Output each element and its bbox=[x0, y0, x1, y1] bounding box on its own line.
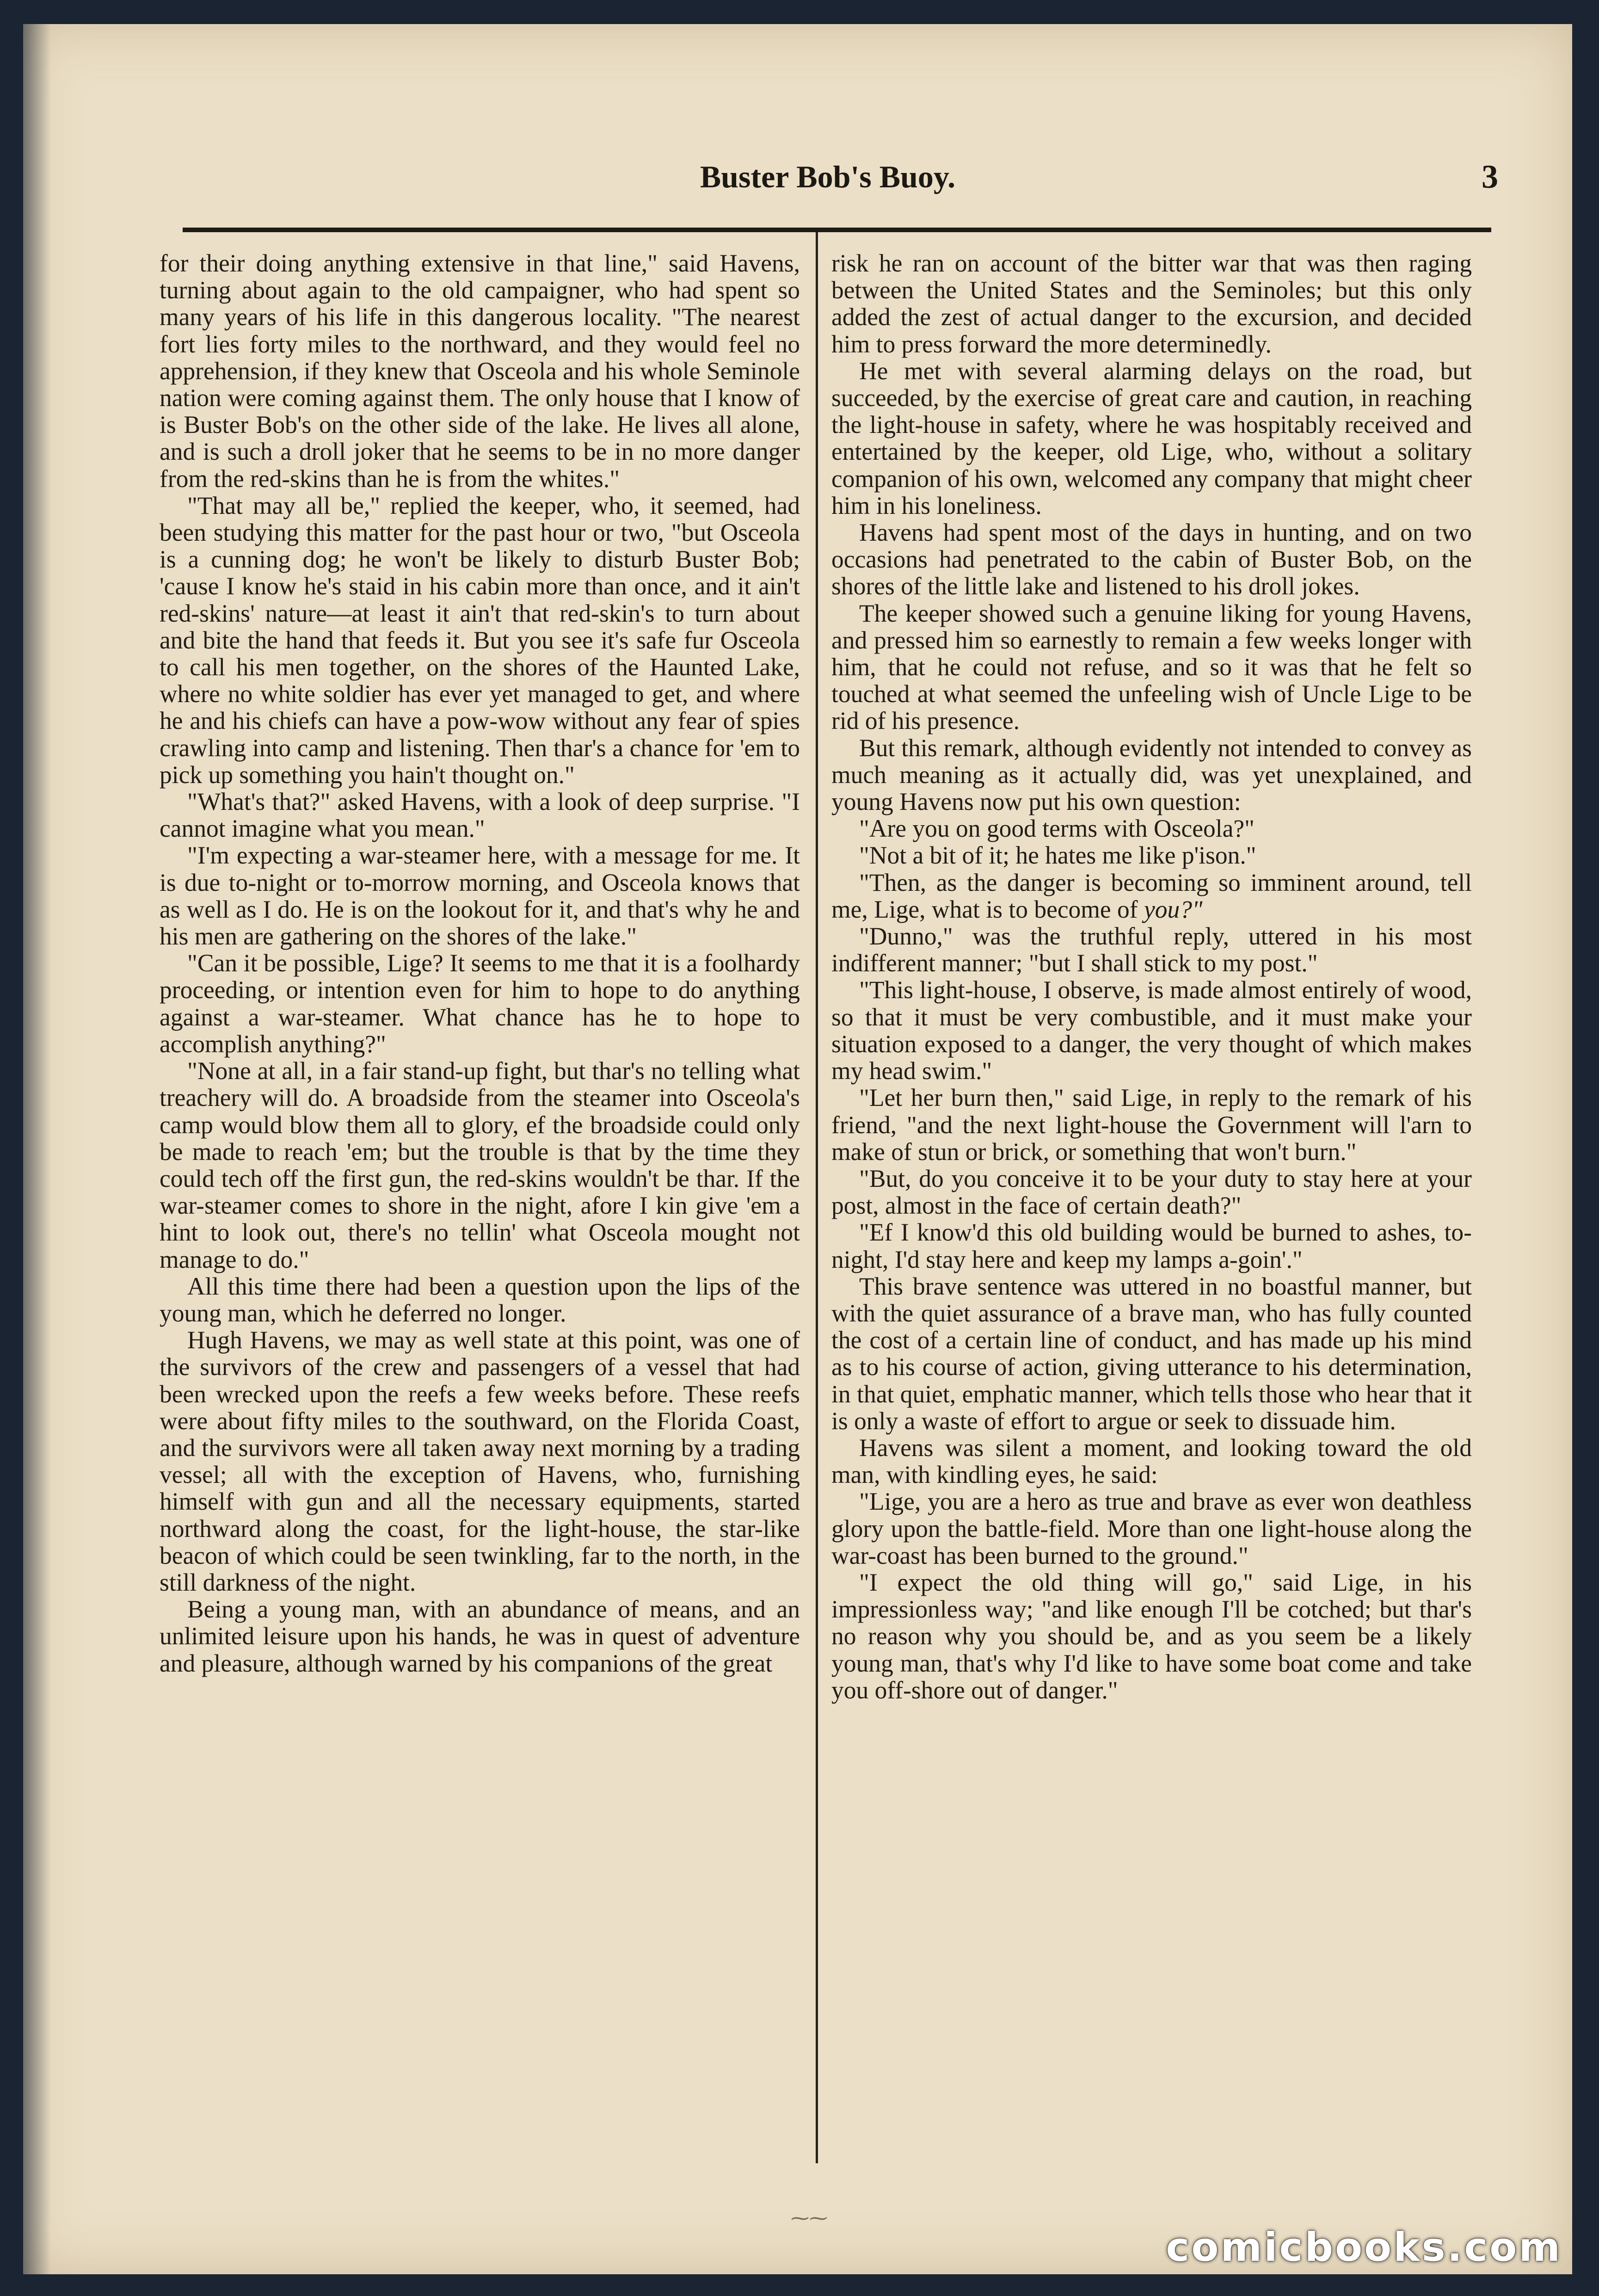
paragraph-text: "This light-house, I observe, is made almost entirely of wood, so that it must be very combustible, and it must make your situation exposed to a danger, the very thought of which makes my head swim." bbox=[831, 976, 1472, 1085]
magazine-page bbox=[23, 24, 1572, 2274]
paragraph bbox=[831, 1219, 1472, 1272]
paragraph-text: "Let her burn then," said Lige, in reply to the remark of his friend, "and the next light-house the Government will l'arn to make of stun or brick, or something that won't burn." bbox=[831, 1084, 1472, 1166]
header-rule bbox=[183, 228, 1491, 232]
paragraph bbox=[831, 358, 1472, 519]
paragraph bbox=[160, 842, 800, 950]
paragraph-text: "What's that?" asked Havens, with a look of deep surprise. "I cannot imagine what you mean." bbox=[160, 788, 800, 843]
paragraph bbox=[160, 250, 800, 492]
paragraph-text: "Not a bit of it; he hates me like p'ison." bbox=[859, 841, 1256, 870]
column-divider bbox=[816, 232, 818, 2163]
paragraph bbox=[160, 492, 800, 788]
paragraph-text: Havens was silent a moment, and looking toward the old man, with kindling eyes, he said: bbox=[831, 1433, 1472, 1489]
paragraph bbox=[160, 788, 800, 842]
paragraph bbox=[831, 869, 1472, 923]
paragraph-text: This brave sentence was uttered in no boastful manner, but with the quiet assurance of a brave man, who has fully counted the cost of a certain line of conduct, and has made up his mind as to his course of action, giving utterance to his determination, in that quiet, emphatic manner, which tells those who hear that it is only a waste of effort to argue or seek to dissuade him. bbox=[831, 1272, 1472, 1435]
paragraph-text: "Then, as the danger is becoming so imminent around, tell me, Lige, what is to become of bbox=[831, 868, 1472, 923]
running-title: Buster Bob's Buoy. bbox=[700, 159, 956, 194]
paragraph-text: "None at all, in a fair stand-up fight, but thar's no telling what treachery will do. A broadside from the steamer into Osceola's camp would blow them all to glory, ef the broadside could only be made to reach 'em; but the trouble is that by the time they could tech off the first gun, the red-skins wouldn't be thar. If the war-steamer comes to shore in the night, afore I kin give 'em a hint to look out, there's no tellin' what Osceola mought not manage to do." bbox=[160, 1057, 800, 1273]
paragraph bbox=[831, 734, 1472, 815]
paragraph-text: Being a young man, with an abundance of means, and an unlimited leisure upon his hands, he was in quest of adventure and pleasure, although warned by his companions of the great bbox=[160, 1595, 800, 1677]
paragraph-text: "But, do you conceive it to be your duty to stay here at your post, almost in the face of certain death?" bbox=[831, 1164, 1472, 1220]
paragraph bbox=[831, 519, 1472, 600]
paragraph-text: "Are you on good terms with Osceola?" bbox=[859, 815, 1255, 843]
footer-ornament: ⁓⁓ bbox=[791, 2208, 828, 2228]
paragraph-text: The keeper showed such a genuine liking for young Havens, and pressed him so earnestly to remain a few weeks longer with him, that he could not refuse, and so it was that he felt so touched at what seemed the unfeeling wish of Uncle Lige to be rid of his presence. bbox=[831, 599, 1472, 735]
paragraph-text: "Can it be possible, Lige? It seems to me that it is a foolhardy proceeding, or intention even for him to hope to do anything against a war-steamer. What chance has he to hope to accomplish anything?" bbox=[160, 949, 800, 1058]
paragraph bbox=[160, 1327, 800, 1596]
paragraph-text: "Dunno," was the truthful reply, uttered in his most indifferent manner; "but I shall stick to my post." bbox=[831, 922, 1472, 977]
paragraph-text: All this time there had been a question upon the lips of the young man, which he deferred no longer. bbox=[160, 1272, 800, 1327]
page-number: 3 bbox=[1482, 158, 1498, 195]
paragraph bbox=[160, 950, 800, 1057]
paragraph bbox=[831, 250, 1472, 358]
watermark: comicbooks.com bbox=[1166, 2224, 1562, 2271]
running-header bbox=[157, 149, 1498, 204]
paragraph-text: "I'm expecting a war-steamer here, with a message for me. It is due to-night or to-morrow morning, and Osceola knows that as well as I do. He is on the lookout for it, and that's why he and his men are gathering on the shores of the lake." bbox=[160, 841, 800, 950]
paragraph bbox=[831, 923, 1472, 976]
paragraph bbox=[831, 600, 1472, 734]
paragraph bbox=[831, 976, 1472, 1084]
paragraph-text: "Ef I know'd this old building would be burned to ashes, to-night, I'd stay here and keep my lamps a-goin'." bbox=[831, 1218, 1472, 1273]
paragraph bbox=[831, 1165, 1472, 1219]
paragraph-italic: you?" bbox=[1144, 895, 1203, 923]
paragraph bbox=[160, 1596, 800, 1677]
paragraph-text: He met with several alarming delays on the road, but succeeded, by the exercise of great care and caution, in reaching the light-house in safety, where he was hospitably received and entertained by the keeper, old Lige, who, without a solitary companion of his own, welcomed any company that might cheer him in his loneliness. bbox=[831, 357, 1472, 519]
left-column bbox=[160, 250, 800, 1677]
paragraph-text: But this remark, although evidently not intended to convey as much meaning as it actually did, was yet unexplained, and young Havens now put his own question: bbox=[831, 734, 1472, 816]
paragraph bbox=[160, 1273, 800, 1327]
paragraph bbox=[831, 1569, 1472, 1703]
binding-edge bbox=[23, 24, 51, 2274]
paragraph bbox=[831, 842, 1472, 869]
paragraph-text: "That may all be," replied the keeper, who, it seemed, had been studying this matter for the past hour or two, "but Osceola is a cunning dog; he won't be likely to disturb Buster Bob; 'cause I know he's staid in his cabin more than once, and it ain't red-skins' nature—at least it ain't that red-skin's to turn about and bite the hand that feeds it. But you see it's safe fur Osceola to call his men together, on the shores of the Haunted Lake, where no white soldier has ever yet managed to get, and where he and his chiefs can have a pow-wow without any fear of spies crawling into camp and listening. Then thar's a chance for 'em to pick up something you hain't thought on." bbox=[160, 491, 800, 789]
paragraph bbox=[831, 1488, 1472, 1569]
paragraph-text: "I expect the old thing will go," said Lige, in his impressionless way; "and like enough I'll be cotched; but thar's no reason why you should be, and as you seem be a likely young man, that's why I'd like to have some boat come and take you off-shore out of danger." bbox=[831, 1568, 1472, 1704]
paragraph bbox=[831, 1273, 1472, 1434]
paragraph-text: "Lige, you are a hero as true and brave as ever won deathless glory upon the battle-field. More than one light-house along the war-coast has been burned to the ground." bbox=[831, 1487, 1472, 1569]
paragraph bbox=[831, 815, 1472, 842]
paragraph-text: Havens had spent most of the days in hunting, and on two occasions had penetrated to the cabin of Buster Bob, on the shores of the little lake and listened to his droll jokes. bbox=[831, 518, 1472, 600]
right-column bbox=[831, 250, 1472, 1703]
paragraph bbox=[831, 1434, 1472, 1488]
paragraph bbox=[831, 1084, 1472, 1165]
paragraph-text: risk he ran on account of the bitter war that was then raging between the United States and the Seminoles; but this only added the zest of actual danger to the excursion, and decided him to press forward the more determinedly. bbox=[831, 249, 1472, 358]
paragraph-text: for their doing anything extensive in that line," said Havens, turning about again to the old campaigner, who had spent so many years of his life in this dangerous locality. "The nearest fort lies forty miles to the northward, and they would feel no apprehension, if they knew that Osceola and his whole Seminole nation were coming against them. The only house that I know of is Buster Bob's on the other side of the lake. He lives all alone, and is such a droll joker that he seems to be in no more danger from the red-skins than he is from the whites." bbox=[160, 249, 800, 493]
paragraph-text: Hugh Havens, we may as well state at this point, was one of the survivors of the crew and passengers of a vessel that had been wrecked upon the reefs a few weeks before. These reefs were about fifty miles to the southward, on the Florida Coast, and the survivors were all taken away next morning by a trading vessel; all with the exception of Havens, who, furnishing himself with gun and all the necessary equipments, started northward along the coast, for the light-house, the star-like beacon of which could be seen twinkling, far to the north, in the still darkness of the night. bbox=[160, 1326, 800, 1596]
paragraph bbox=[160, 1057, 800, 1273]
